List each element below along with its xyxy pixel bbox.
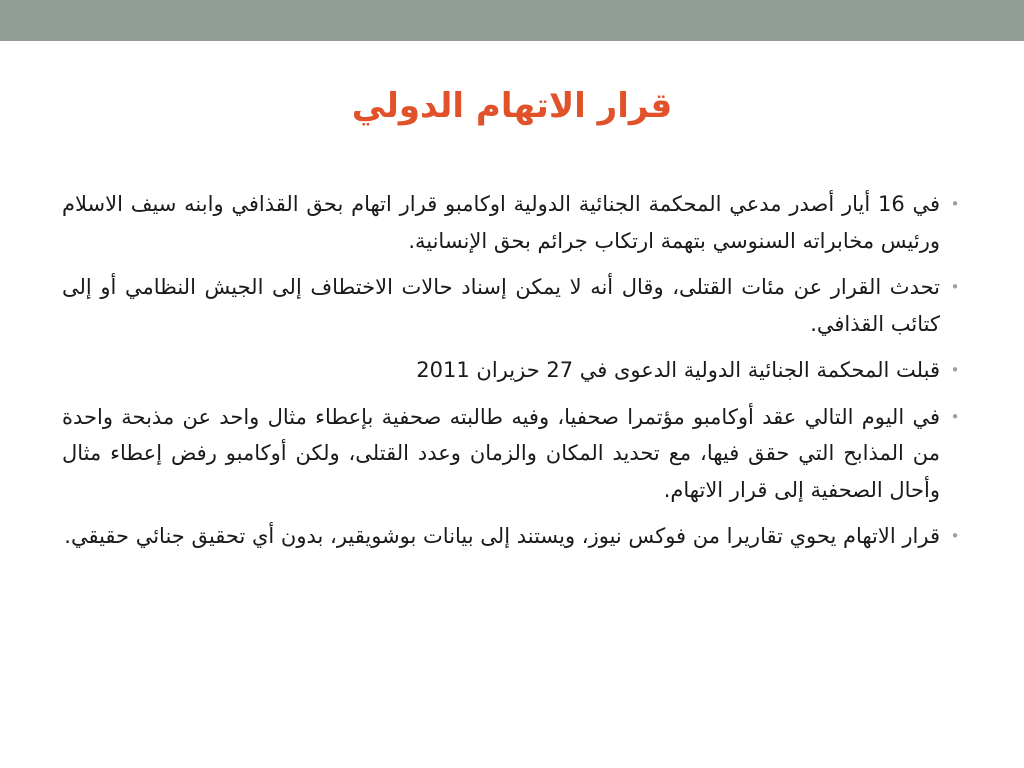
slide-title: قرار الاتهام الدولي <box>351 86 673 126</box>
bullet-icon: • <box>950 361 960 379</box>
bullet-icon: • <box>950 527 960 545</box>
bullet-item <box>62 186 962 259</box>
bullet-list <box>62 186 962 565</box>
top-bar <box>0 0 1024 41</box>
bullet-text: تحدث القرار عن مئات القتلى، وقال أنه لا يمكن إسناد حالات الاختطاف إلى الجيش النظامي أو إلى كتائب القذافي. <box>62 275 940 336</box>
bullet-icon: • <box>950 407 960 426</box>
bullet-item <box>62 352 962 389</box>
bullet-text: في 16 أيار أصدر مدعي المحكمة الجنائية الدولية اوكامبو قرار اتهام بحق القذافي وابنه سيف الاسلام ورئيس مخابراته السنوسي بتهمة ارتكاب جرائم بحق الإنسانية. <box>62 192 941 253</box>
bullet-text: في اليوم التالي عقد أوكامبو مؤتمرا صحفيا، وفيه طالبته صحفية بإعطاء مثال واحد عن مذبحة واحدة من المذابح التي حقق فيها، مع تحديد المكان والزمان وعدد القتلى، ولكن أوكامبو رفض إعطاء مثال وأحال الصحفية إلى قرار الاتهام. <box>62 404 940 502</box>
bullet-text: قبلت المحكمة الجنائية الدولية الدعوى في 27 حزيران 2011 <box>416 358 940 382</box>
bullet-text: قرار الاتهام يحوي تقاريرا من فوكس نيوز، ويستند إلى بيانات بوشويقير، بدون أي تحقيق جنائي حقيقي. <box>64 524 940 548</box>
bullet-item <box>62 518 962 555</box>
bullet-icon: • <box>950 195 960 213</box>
bullet-icon: • <box>950 278 960 296</box>
bullet-item <box>62 399 962 509</box>
bullet-item <box>62 269 962 342</box>
